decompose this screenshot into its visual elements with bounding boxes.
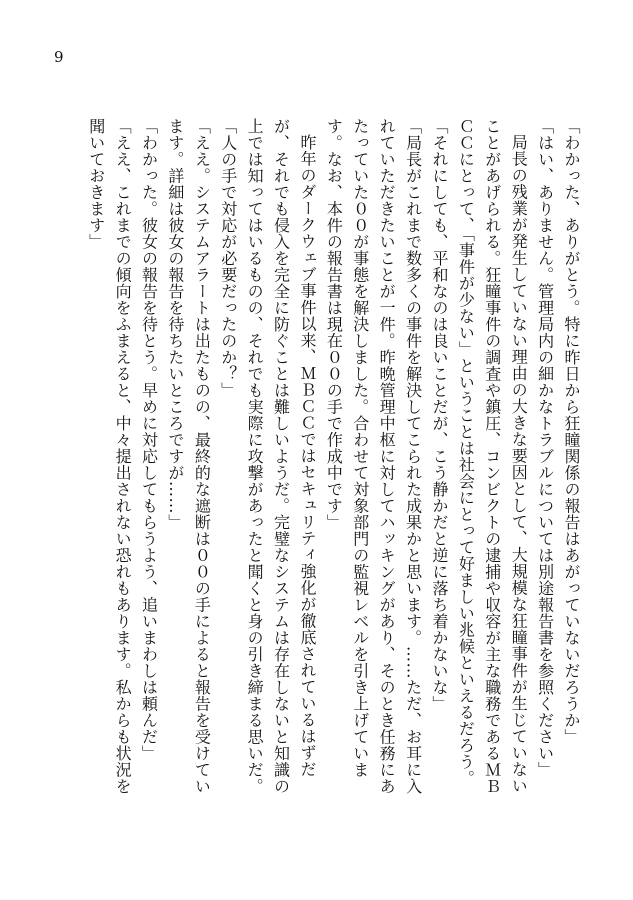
paragraph: 昨年のダークウェブ事件以来、ＭＢＣＣではセキュリティ強化が徹底されているはずだが、それでも侵入を完全に防ぐことは難しいようだ。完璧なシステムは存在しないと知識の上では知ってはいるものの、それでも実際に攻撃があったと聞くと身の引き締まる思いだ。 — [245, 118, 317, 795]
paragraph: 「人の手で対応が必要だったのか？」 — [218, 118, 238, 399]
paragraph: 「わかった。彼女の報告を待とう。早めに対応してもらうよう、追いまわしは頼んだ」 — [139, 118, 159, 762]
paragraph: 「局長がこれまで数多くの事件を解決してこられた成果かと思います。……ただ、お耳に入れていただきたいことが一件。昨晩管理中枢に対してハッキングがあり、そのとき任務にあたっていた００が事態を解決しました。合わせて対象部門の監視レベルを引き上げています。なお、本件の報告書は現在００の手で作成中です」 — [324, 118, 423, 795]
paragraph: 「はい、ありません。管理局内の細かなトラブルについては別途報告書を参照ください」 — [535, 118, 555, 778]
paragraph: 「ええ。システムアラートは出たものの、最終的な遮断は００の手によると報告を受けています。詳細は彼女の報告を待ちたいところですが……」 — [165, 118, 212, 795]
paragraph: 局長の残業が発生していない理由の大きな要因として、大規模な狂瞳事件が生じていないことがあげられる。狂瞳事件の調査や鎮圧、コンビクトの逮捕や収容が主な職務であるＭＢＣＣにとって、「事件が少ない」ということは社会にとって好ましい兆候といえるだろう。 — [456, 118, 529, 795]
page-number: 9 — [54, 48, 64, 66]
paragraph: 「わかった、ありがとう。特に昨日から狂瞳関係の報告はあがっていないだろうか」 — [562, 118, 581, 745]
paragraph: 「ええ、これまでの傾向をふまえると、中々提出されない恐れもあります。私からも状況を聞いておきます」 — [86, 118, 133, 795]
body-text — [24, 118, 584, 808]
paragraph: 「それにしても、平和なのは良いことだが、こう静かだと逆に落ち着かないな」 — [429, 118, 449, 712]
